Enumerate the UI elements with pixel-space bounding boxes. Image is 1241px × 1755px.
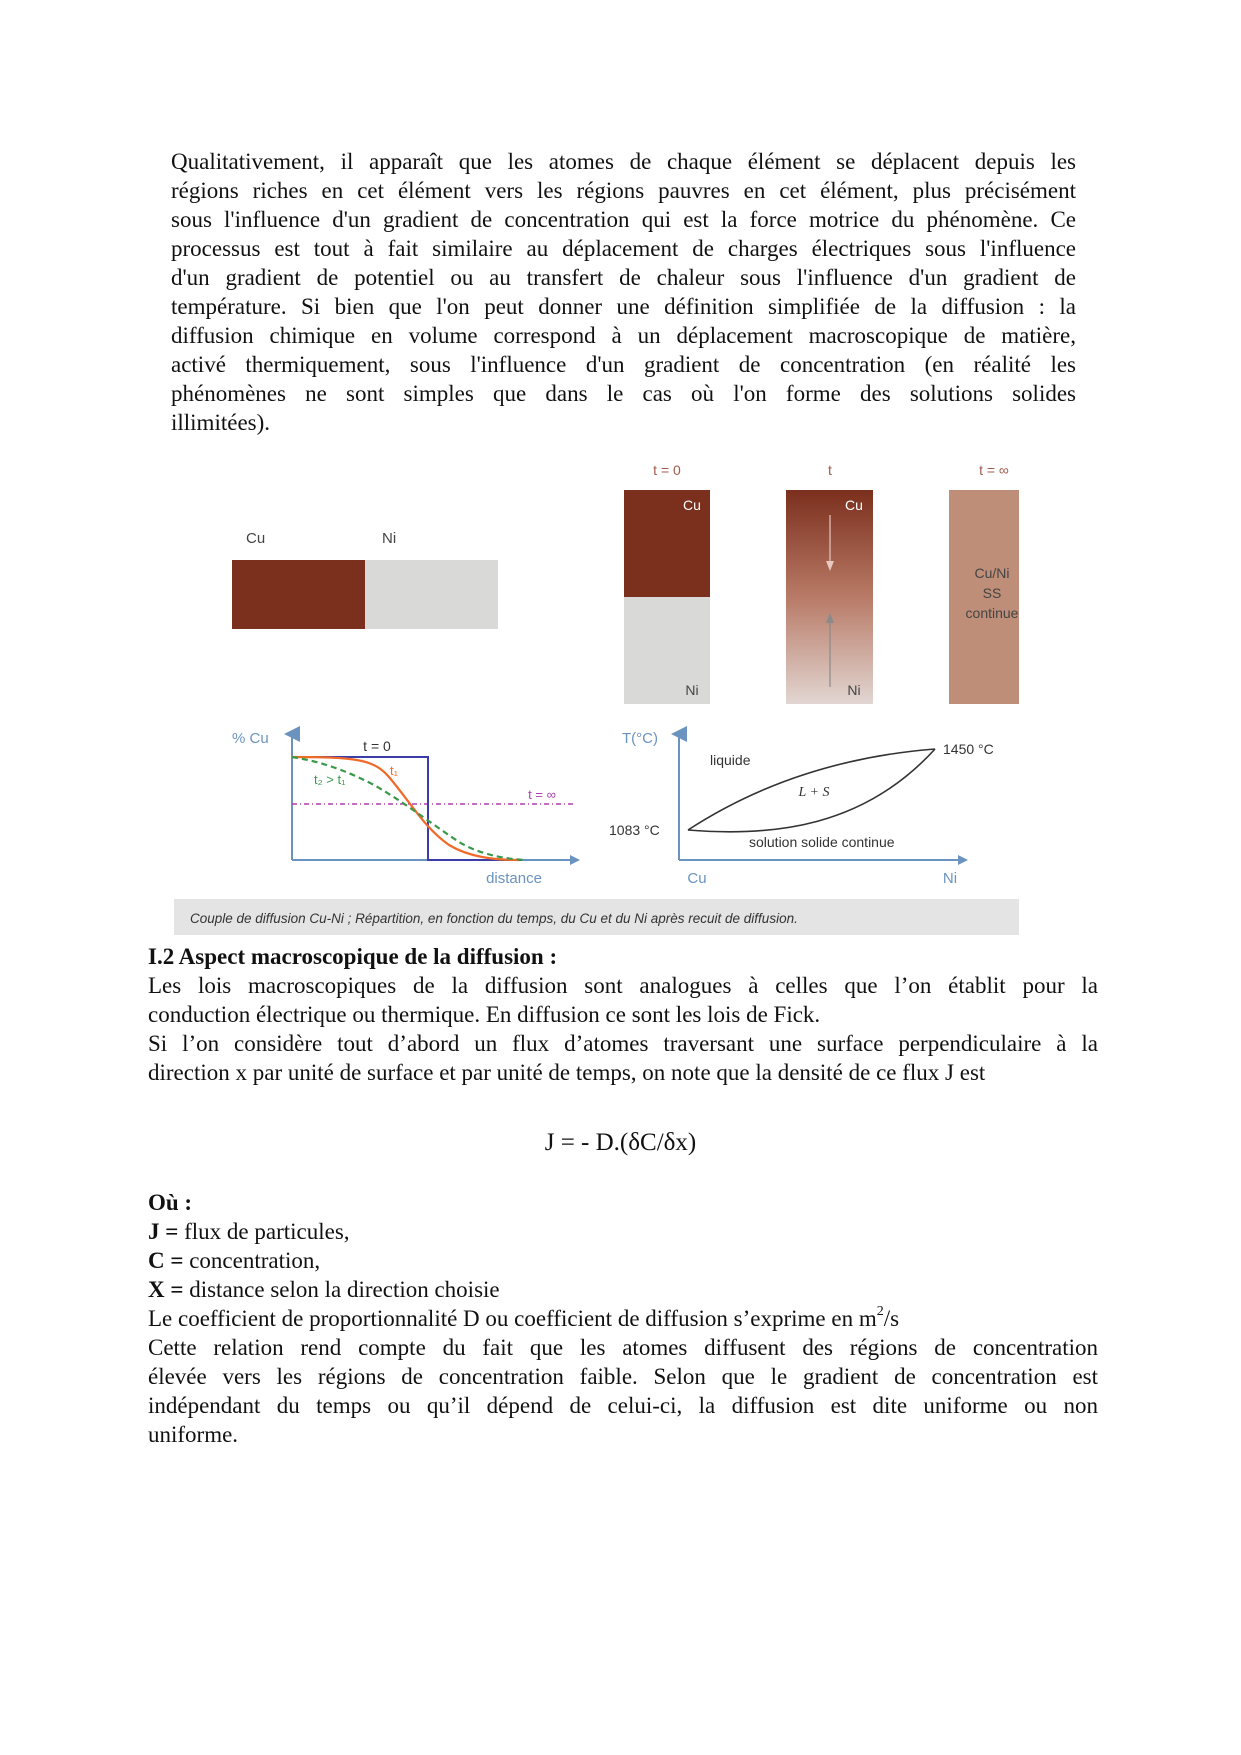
definitions-block <box>148 1188 1098 1449</box>
definition-term: J = <box>148 1219 179 1244</box>
coefficient-text: Le coefficient de proportionnalité D ou coefficient de diffusion s’exprime en m <box>148 1306 877 1331</box>
plot2-xlabel-left: Cu <box>687 870 707 887</box>
text-line: processus est tout à fait similaire au déplacement de charges électriques sous l'influence <box>171 236 1076 261</box>
text-line: indépendant du temps ou qu’il dépend de celui-ci, la diffusion est dite uniforme ou non <box>148 1393 1098 1418</box>
text-line: élevée vers les régions de concentration faible. Selon que le gradient de concentration est <box>148 1364 1098 1389</box>
plot2-x-arrow-icon <box>958 855 968 865</box>
section-block <box>148 942 1098 1087</box>
col1-ni-label: Ni <box>685 682 699 698</box>
copper-block <box>232 560 365 629</box>
text-line: Cette relation rend compte du fait que les atomes diffusent des régions de concentration <box>148 1335 1098 1360</box>
definition-item <box>148 1217 1098 1246</box>
plot2-ylabel: T(°C) <box>622 730 658 747</box>
definitions-heading: Où : <box>148 1190 193 1215</box>
col2-time-label: t <box>828 462 832 478</box>
text-line: conduction électrique ou thermique. En diffusion ce sont les lois de Fick. <box>148 1002 821 1027</box>
definition-term: X = <box>148 1277 184 1302</box>
plot1-x-arrow-icon <box>570 855 580 865</box>
figure-caption: Couple de diffusion Cu-Ni ; Répartition, en fonction du temps, du Cu et du Ni après recuit de diffusion. <box>190 911 798 926</box>
plot2-thigh-label: 1450 °C <box>943 741 994 757</box>
phase-diagram <box>609 730 994 887</box>
diffusion-figure <box>174 457 1019 937</box>
plot1-t2-label: t₂ > t₁ <box>314 772 346 787</box>
col3-text-2: SS <box>982 585 1002 601</box>
plot1-ylabel: % Cu <box>232 730 269 747</box>
col3-time-label: t = ∞ <box>979 462 1009 478</box>
definition-desc: concentration, <box>183 1248 321 1273</box>
text-line: uniforme. <box>148 1422 239 1447</box>
plot2-xlabel-right: Ni <box>942 870 958 887</box>
text-line: activé thermiquement, sous l'influence d'un gradient de concentration (en réalité les <box>171 352 1076 377</box>
coefficient-unit: /s <box>883 1306 900 1331</box>
diffusion-figure-svg <box>174 457 1019 937</box>
bar-ni-label: Ni <box>382 530 397 547</box>
bar-cu-label: Cu <box>246 530 266 547</box>
plot2-liquide-label: liquide <box>710 752 751 768</box>
text-line: phénomènes ne sont simples que dans le cas où l'on forme des solutions solides <box>171 381 1076 406</box>
col2-ni-label: Ni <box>847 682 861 698</box>
plot1-t0-label: t = 0 <box>363 738 391 754</box>
coefficient-sup: 2 <box>876 1304 884 1320</box>
intro-paragraph <box>171 147 1076 437</box>
nickel-block <box>365 560 498 629</box>
text-line: d'un gradient de potentiel ou au transfert de chaleur sous l'influence d'un gradient de <box>171 265 1076 290</box>
text-line: diffusion chimique en volume correspond à un déplacement macroscopique de matière, <box>171 323 1076 348</box>
concentration-plot <box>232 730 580 887</box>
text-line: Les lois macroscopiques de la diffusion sont analogues à celles que l’on établit pour la <box>148 973 1098 998</box>
text-line: sous l'influence d'un gradient de concentration qui est la force motrice du phénomène. Ce <box>171 207 1076 232</box>
col3-text-3: continue <box>965 605 1019 621</box>
definition-desc: distance selon la direction choisie <box>183 1277 500 1302</box>
text-line: température. Si bien que l'on peut donner une définition simplifiée de la diffusion : la <box>171 294 1076 319</box>
plot2-tlow-label: 1083 °C <box>609 822 660 838</box>
definition-desc: flux de particules, <box>178 1219 350 1244</box>
col3-text-1: Cu/Ni <box>974 565 1010 581</box>
section-heading: I.2 Aspect macroscopique de la diffusion : <box>148 944 558 969</box>
plot2-ls-label: L + S <box>798 785 830 800</box>
text-line: Si l’on considère tout d’abord un flux d’atomes traversant une surface perpendiculaire à la <box>148 1031 1098 1056</box>
col1-cu-label: Cu <box>683 497 701 513</box>
plot1-tinf-label: t = ∞ <box>528 787 556 802</box>
plot2-solid-label: solution solide continue <box>749 834 895 850</box>
plot1-xlabel: distance <box>486 870 542 887</box>
text-line: régions riches en cet élément vers les régions pauvres en cet élément, plus précisément <box>171 178 1076 203</box>
plot1-t1-label: t₁ <box>390 763 398 778</box>
definition-item <box>148 1246 1098 1275</box>
coefficient-line <box>148 1304 1098 1333</box>
col1-time-label: t = 0 <box>653 462 681 478</box>
col2-cu-label: Cu <box>845 497 863 513</box>
text-line: direction x par unité de surface et par unité de temps, on note que la densité de ce flux J est <box>148 1060 986 1085</box>
text-line: Qualitativement, il apparaît que les atomes de chaque élément se déplacent depuis les <box>171 149 1076 174</box>
fick-formula: J = - D.(δC/δx) <box>544 1129 697 1156</box>
definition-item <box>148 1275 1098 1304</box>
text-line: illimitées). <box>171 410 271 435</box>
definition-term: C = <box>148 1248 184 1273</box>
